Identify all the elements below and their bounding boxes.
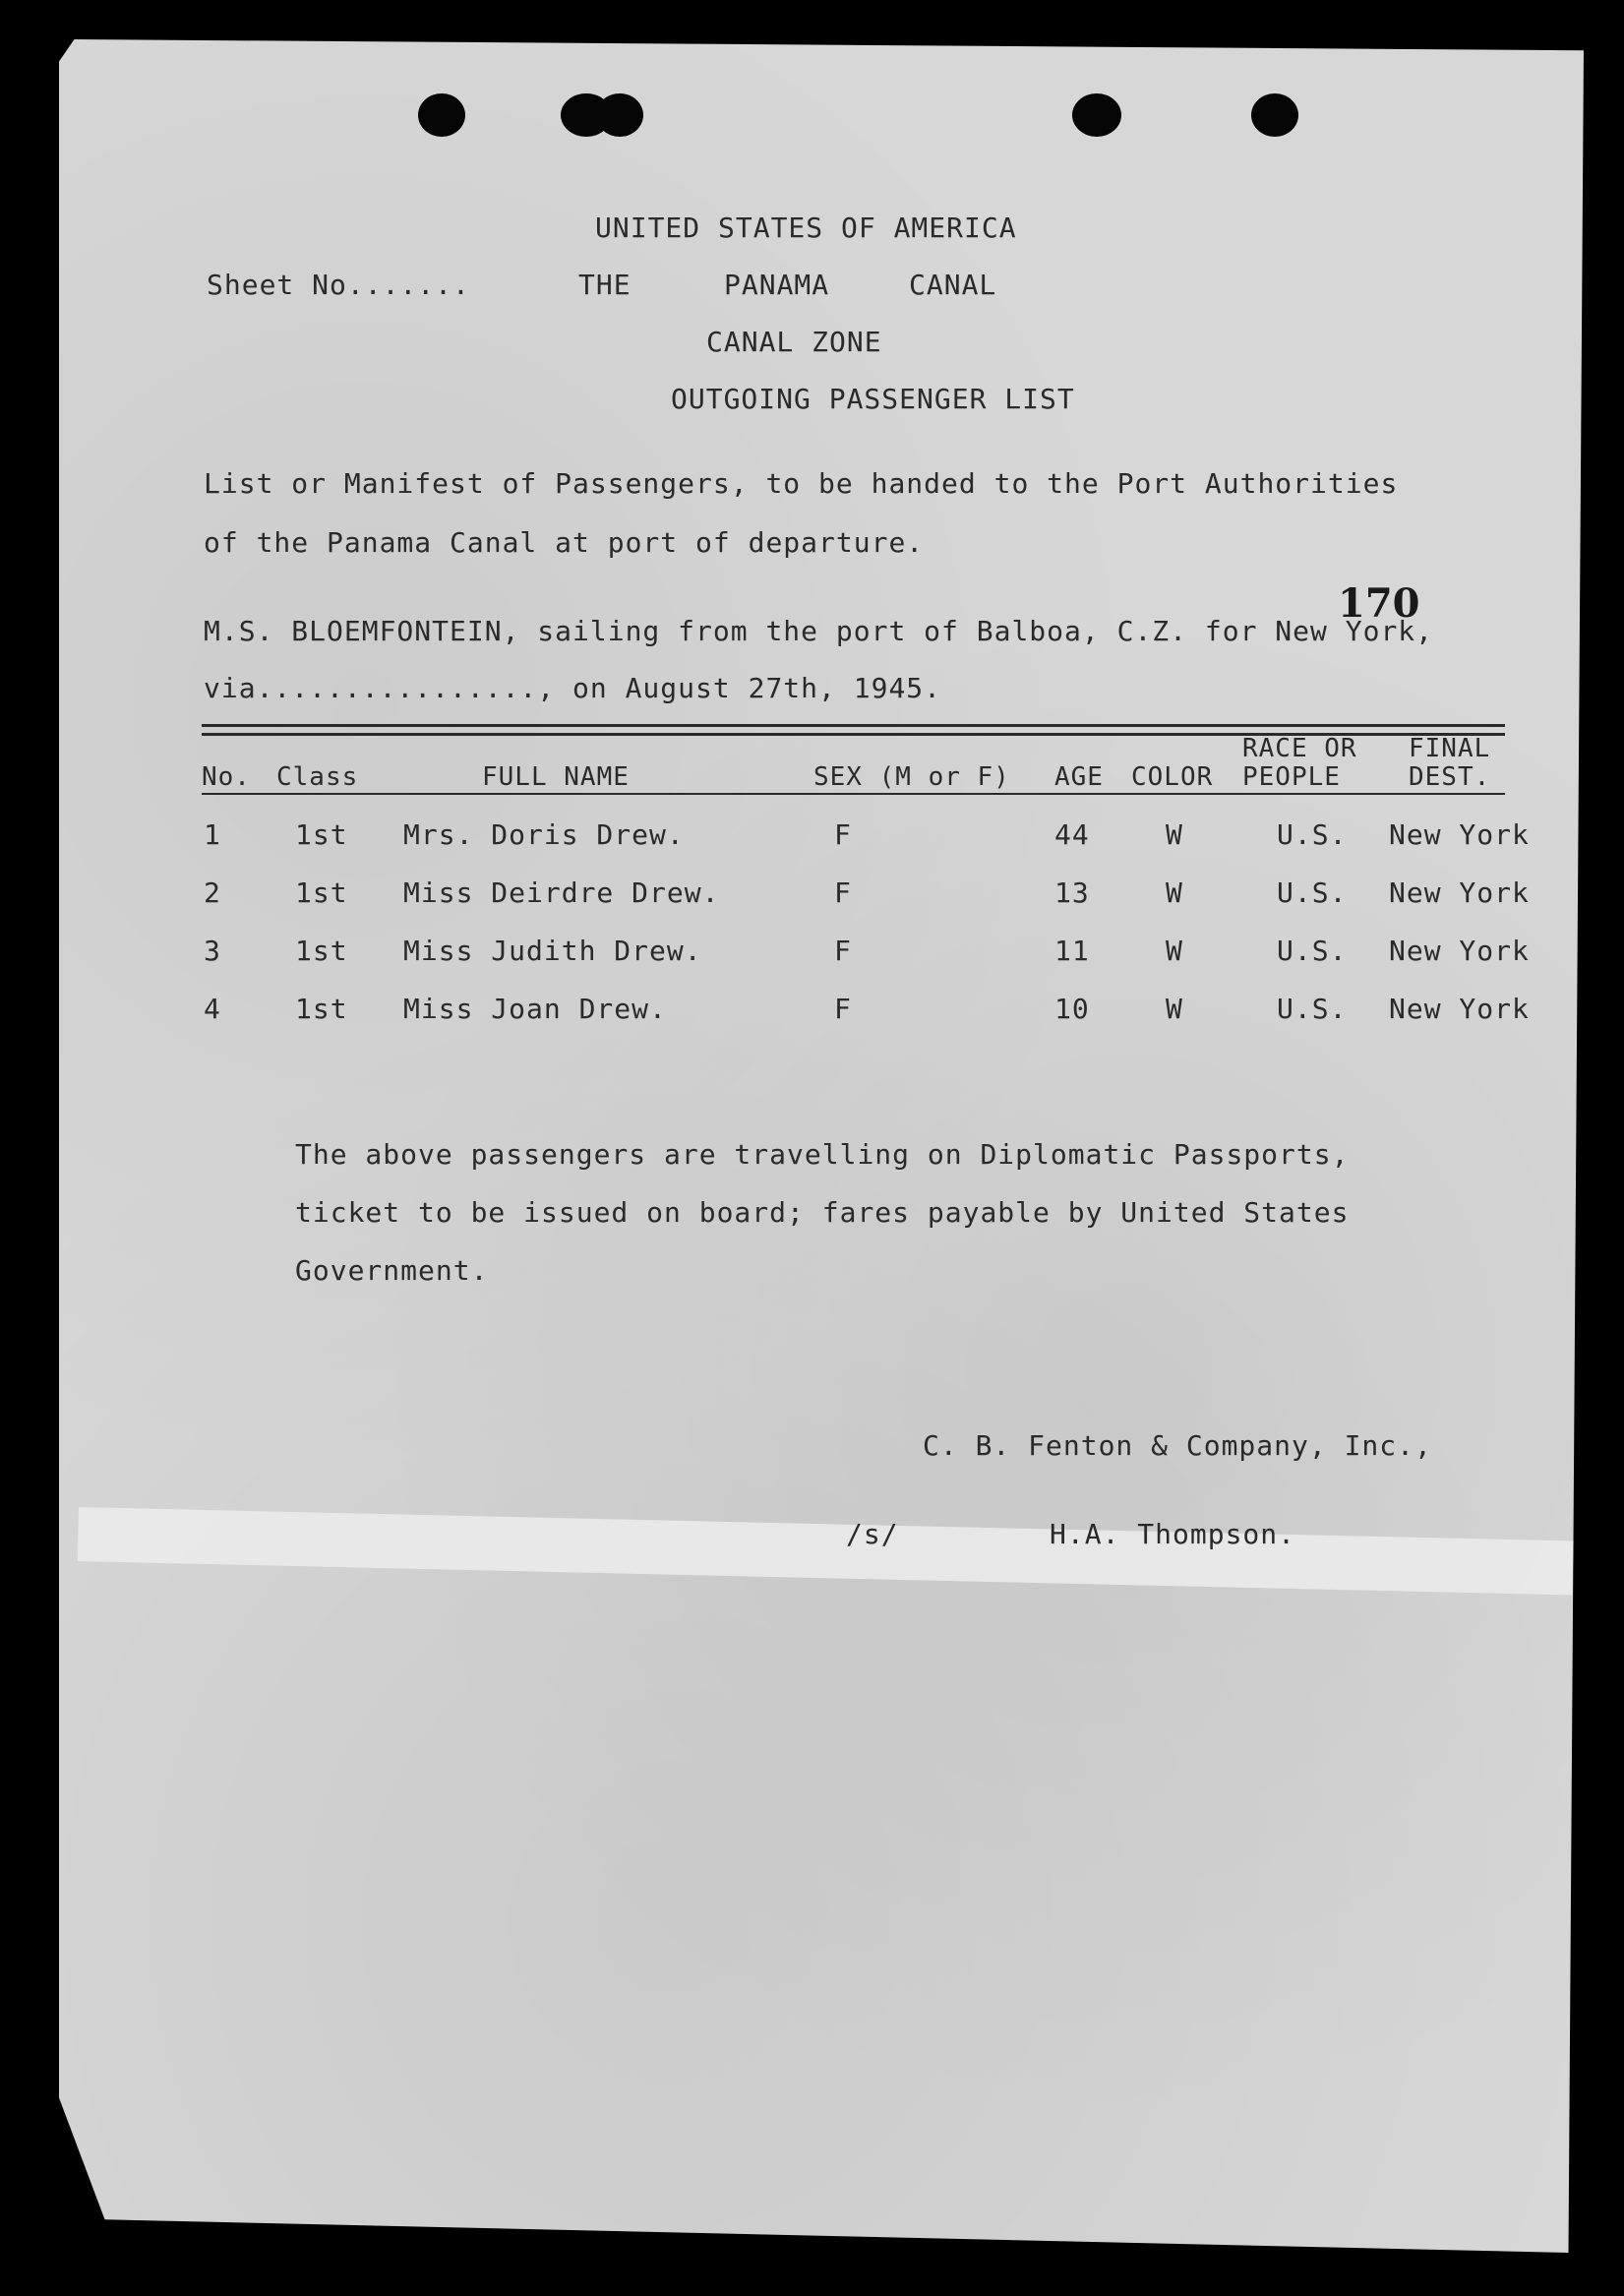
company-name: C. B. Fenton & Company, Inc., bbox=[923, 1429, 1432, 1462]
punch-hole bbox=[1072, 93, 1121, 137]
punch-hole bbox=[418, 93, 465, 137]
row-age: 10 bbox=[1054, 993, 1090, 1025]
row-name: Miss Judith Drew. bbox=[403, 935, 702, 967]
row-color: W bbox=[1166, 876, 1183, 909]
row-sex: F bbox=[834, 818, 852, 851]
table-header-rule bbox=[202, 793, 1505, 795]
row-sex: F bbox=[834, 935, 852, 967]
col-header-color: COLOR bbox=[1131, 762, 1214, 792]
punch-hole bbox=[596, 93, 643, 137]
row-age: 44 bbox=[1054, 818, 1090, 851]
col-header-full-name: FULL NAME bbox=[482, 762, 630, 792]
header-the: THE bbox=[578, 269, 632, 301]
row-dest: New York bbox=[1389, 935, 1530, 967]
voyage-line-1: M.S. BLOEMFONTEIN, sailing from the port of Balboa, C.Z. for New York, bbox=[204, 615, 1434, 647]
row-race: U.S. bbox=[1277, 935, 1348, 967]
list-title: OUTGOING PASSENGER LIST bbox=[671, 383, 1075, 415]
row-class: 1st bbox=[295, 876, 348, 909]
handwritten-number: 170 bbox=[1338, 580, 1420, 627]
row-name: Miss Joan Drew. bbox=[403, 993, 667, 1025]
row-dest: New York bbox=[1389, 993, 1530, 1025]
row-class: 1st bbox=[295, 935, 348, 967]
note-line-3: Government. bbox=[295, 1254, 489, 1287]
col-header-race-bottom: PEOPLE bbox=[1242, 762, 1341, 792]
row-sex: F bbox=[834, 993, 852, 1025]
row-no: 3 bbox=[204, 935, 221, 967]
col-header-sex: SEX (M or F) bbox=[813, 762, 1010, 792]
row-color: W bbox=[1166, 818, 1183, 851]
signatory-name: H.A. Thompson. bbox=[1050, 1518, 1296, 1550]
row-class: 1st bbox=[295, 993, 348, 1025]
row-name: Mrs. Doris Drew. bbox=[403, 818, 685, 851]
row-age: 13 bbox=[1054, 876, 1090, 909]
row-race: U.S. bbox=[1277, 993, 1348, 1025]
row-no: 4 bbox=[204, 993, 221, 1025]
header-canal: CANAL bbox=[909, 269, 997, 301]
header-panama: PANAMA bbox=[724, 269, 830, 301]
header-canal-zone: CANAL ZONE bbox=[706, 326, 882, 358]
row-dest: New York bbox=[1389, 818, 1530, 851]
row-class: 1st bbox=[295, 818, 348, 851]
intro-line-1: List or Manifest of Passengers, to be handed to the Port Authorities bbox=[204, 467, 1399, 500]
row-no: 2 bbox=[204, 876, 221, 909]
voyage-line-2: via................, on August 27th, 1945. bbox=[204, 672, 942, 704]
row-race: U.S. bbox=[1277, 818, 1348, 851]
header-country: UNITED STATES OF AMERICA bbox=[595, 211, 1017, 244]
row-dest: New York bbox=[1389, 876, 1530, 909]
note-line-2: ticket to be issued on board; fares payable by United States bbox=[295, 1196, 1350, 1229]
row-no: 1 bbox=[204, 818, 221, 851]
col-header-no: No. bbox=[202, 762, 251, 792]
sheet-number: Sheet No....... bbox=[207, 269, 470, 301]
col-header-age: AGE bbox=[1054, 762, 1104, 792]
col-header-class: Class bbox=[276, 762, 359, 792]
col-header-dest-top: FINAL bbox=[1409, 734, 1491, 763]
row-color: W bbox=[1166, 935, 1183, 967]
row-name: Miss Deirdre Drew. bbox=[403, 876, 720, 909]
punch-hole bbox=[1251, 93, 1298, 137]
row-age: 11 bbox=[1054, 935, 1090, 967]
note-line-1: The above passengers are travelling on Diplomatic Passports, bbox=[295, 1138, 1350, 1171]
intro-line-2: of the Panama Canal at port of departure. bbox=[204, 526, 925, 559]
signature-mark: /s/ bbox=[846, 1518, 899, 1550]
col-header-dest-bottom: DEST. bbox=[1409, 762, 1491, 792]
col-header-race-top: RACE OR bbox=[1242, 734, 1357, 763]
row-color: W bbox=[1166, 993, 1183, 1025]
row-sex: F bbox=[834, 876, 852, 909]
table-top-rule bbox=[202, 724, 1505, 727]
row-race: U.S. bbox=[1277, 876, 1348, 909]
